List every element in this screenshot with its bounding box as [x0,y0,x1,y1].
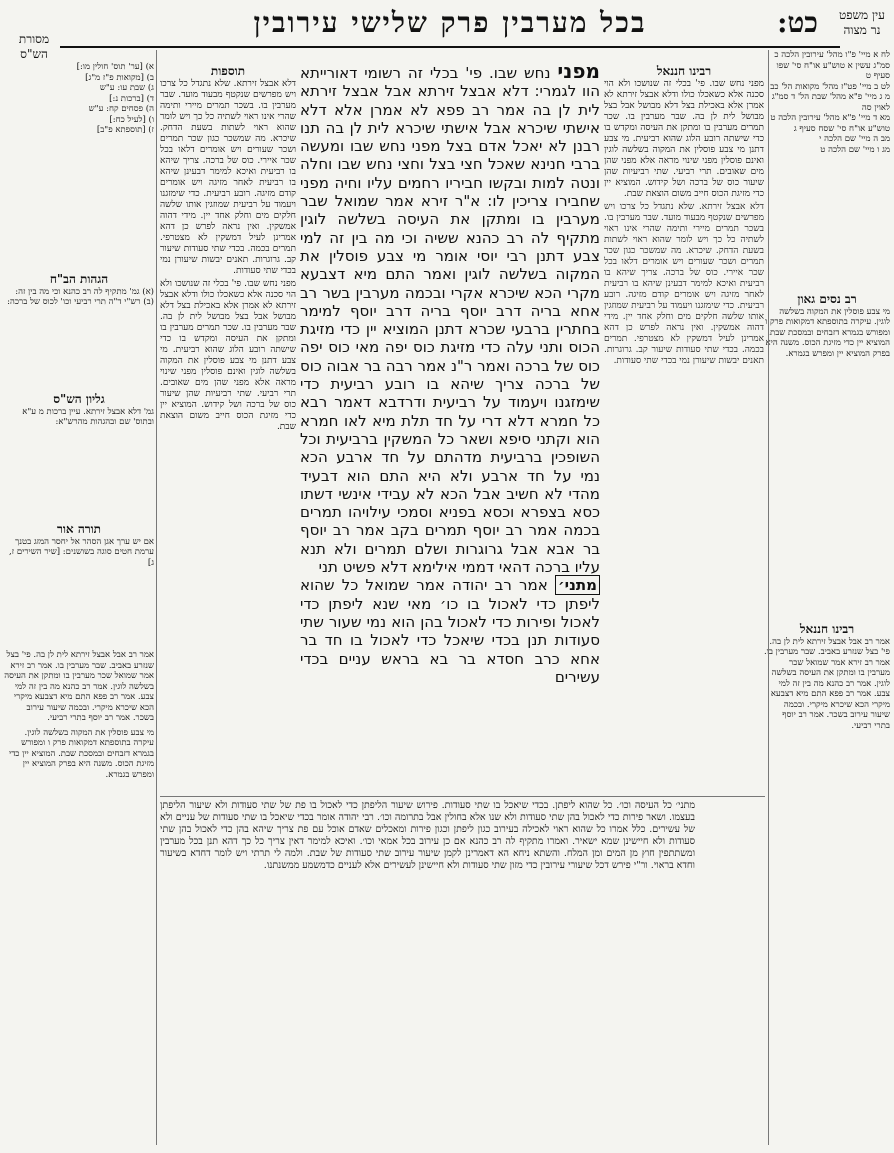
gilyon-text: גמ' דלא אבצל זירתא. עיין ברכות מ ע"א ובתוס' שם ובהגהות מהרש"א: [22,406,154,427]
gilyon-box [4,390,154,510]
tosafot-title: תוספות [210,64,246,78]
hagahot-text: (א) גמ' מתקיף לה רב כהנא וכי מה בין זה: (ב) רש"י ד"ה תרי רביעי וכו' לכוס של ברכה: [7,286,154,307]
gilyon-title: גליון הש"ס [53,392,105,406]
rashi-text: מפני נחש שבו. פי' בכלי זה שנושכו ולא הוי סכנה אלא כשאכלו כולו ודלא אבצל זירתא לא אמרן אלא באכילת בצל דלא מבושל אבל בצל מבושל לית לן בה. שבר מערבין בו. שכר תמרים מערבין בו ומתקן את העיסה ומקדש בו כדי שישתה רובע הלוג שהוא רביעית. מי צבע דתנן מי צבע פוסלין את המקוה בשלשה לוגין ואינם פוסלין מפני שינוי מראה אלא מפני שהן מים שאובים. תרי רביעי. שתי רביעיות שהן שיעור כוס של ברכה ושל קידוש. המוציא יין כדי מזיגת הכוס חייב משום הוצאת שבת. [604,79,764,199]
rav-nissim-title: רב נסים גאון [797,292,857,306]
left-margin-rule [156,50,157,1145]
page-header [60,2,840,50]
masoret-item: ג) שבת עו: ע"ש [99,83,154,93]
masoret-item: ב) [מקואות פ"ז מ"ג] [85,72,154,83]
mishnah-marker: מתני׳ [555,575,600,595]
masoret-item: ד) [ברכות נ:] [109,93,154,104]
ein-mishpat-list [764,50,890,280]
page-title: בכל מערבין פרק שלישי עירובין [253,6,647,39]
folio-number: כט: [777,6,818,39]
tosafot-text-continued: מפני נחש שבו. פי' בכלי זה שנושכו ולא הוי סכנה אלא כשאכלו כולו ודלא אבצל זירתא לא אמרן אלא באכילת בצל דלא מבושל אבל בצל מבושל לית לן בה. שבר מערבין בו. שכר תמרים מערבין בו ומתקן את העיסה ומקדש בו כדי שישתה רובע הלוג שהוא רביעית. מי צבע דתנן מי צבע פוסלין את המקוה בשלשה לוגין ואינם פוסלין מפני שינוי מראה אלא מפני שהן מים שאובים. תרי רביעי. שתי רביעיות שהן שיעור כוס של ברכה ושל קידוש. המוציא יין כדי מזיגת הכוס חייב משום הוצאת שבת. [160,279,296,432]
gemara-main-text [300,62,600,792]
rabbenu-chananel-box [764,620,890,1140]
ein-mishpat-item: לט ב מיי' פט"ז מהל' מקואות הל' כב [770,81,890,92]
rashi-column [604,62,764,792]
rabbenu-chananel-text: אמר רב אבל אבצל זירתא לית לן בה. פי' בצל שנזרע באביב. שבר מערבין בו. אמר רב זירא אמר שמואל שכר מערבין בו ומתקן את העיסה בשלשה לוגין. אמר רב כהנא מה בין זה למי צבע. אמר רב פפא התם מיא דצבעא מיקרי הכא שיכרא מיקרי. ובכמה שיעור עירוב בשכר. אמר רב יוסף בתרי רביעי. [764,636,890,731]
hagahot-box [4,270,154,380]
tosafot-column [160,62,296,792]
header-rule [60,46,840,48]
ein-mishpat-item: מא ד מיי' פ"א מהל' עירובין הלכה ט טוש"ע או"ח סי' שסח סעיף ג [770,113,890,134]
ein-mishpat-item: מג ו מיי' שם הלכה ט [820,144,890,155]
left-commentary-text: אמר רב אבל אבצל זירתא לית לן בה. פי' בצל שנזרע באביב. שבר מערבין בו. אמר רב זירא אמר שמואל שכר מערבין בו ומתקן את העיסה בשלשה לוגין. אמר רב כהנא מה בין זה למי צבע. אמר רב פפא התם מיא דצבעא מיקרי הכא שיכרא מיקרי. ובכמה שיעור עירוב בשכר. אמר רב יוסף בתרי רביעי. [4,650,154,723]
ein-mishpat-item: מ ג מיי' פ"א מהל' שבת הל' ד סמ"ג לאוין סה [771,92,890,113]
rav-nissim-text: מי צבע פוסלין את המקוה בשלשה לוגין. עיקרה בתוספתא דמקואות פרק ו ומפורש בגמרא דזבחים ובמסכת שבת. המוציא יין כדי מזיגת הכוס. משנה היא בפרק המוציא יין ומפרש בגמרא. [765,306,890,359]
bottom-block-rule [160,796,765,797]
left-commentary-text-2: מי צבע פוסלין את המקוה בשלשה לוגין. עיקרה בתוספתא דמקואות פרק ו ומפורש בגמרא דזבחים ובמסכת שבת. המוציא יין כדי מזיגת הכוס. משנה היא בפרק המוציא יין ומפרש בגמרא. [8,727,154,780]
tosafot-text: דלא אבצל זירתא. שלא נתגדל כל צרכו ויש מפרשים שנקטף מבעוד מועד. שבר מערבין בו. בשכר תמרים מיירי ותימה שהרי אינו ראוי לשתיה כל כך ויש לומר שהוא ראוי לשתות בשעת הדחק. שיכרא. מה שמשכר כגון שכר תמרים ושכר שעורים ויש אומרים דלאו בכל שכר איירי. כוס של ברכה. צריך שיהא בו רביעית ואיכא למימר דבעינן שיהא בו רביעית לאחר מזיגה ויש אומרים קודם מזיגה. רובע רביעית. כדי שימזגנו ויעמוד על רביעית שמוזגין אותו שלשה חלקים מים וחלק אחד יין. מידי דהוה אמשקין. ואין נראה לפרש כן דהא אמרינן לעיל דמשקין לא מצטרפי. תמרים בכמה. בכדי שתי סעודות שיעור קב. גרוגרות. תאנים יבשות שיעורן נמי בכדי שתי סעודות. [160,79,296,276]
right-margin-rule [768,50,769,1145]
masoret-hashas-box [4,62,154,262]
ein-mishpat-label: עין משפט נר מצוה [839,8,885,37]
bottom-commentary-text: מתני׳ כל העיסה וכו׳. כל שהוא ליפתן. בכדי שיאכל בו שתי סעודות. פירוש שיעור הליפתן כדי לאכול בו פת של שתי סעודות ולא שיעור הליפתן בעצמו. ושאר פירות כדי לאכול בהן שתי סעודות ולא שנו אלא בחולין אבל בתרומה וכו׳. רבי יהודה אומר בכדי שיאכל בו שתי סעודות של עניים ולא של עשירים. כלל אמרו כל שהוא ראוי לאכילה בעירוב כגון ליפתן וכגון פירות ומאכלים שאדם אוכל עם פת צריך שיהא בהן כדי לאכול בהן שתי סעודות ולא חיישינן שמא ישאיר. ואמרו מתקיף לה רב כהנא אם כן עירוב בכל אמאי וכו׳. ואיכא למימר דאין צריך כל כך דהא תנן בכל מערבין ומשתתפין חוץ מן המים ומן המלח. והשתא ניחא הא דאמרינן לקמן שיעור עירוב שתי סעודות של שבת. ולמה לי תרתי ויש לומר דחדא בשיעור וחדא בראוי. ור"י פירש דכל שיעורי עירובין כדי מזון שתי סעודות ולא חיישינן לעשירים אלא לעניים כדמשמע ממשנתנו. [160,800,695,871]
gemara-body: נחש שבו. פי' בכלי זה רשומי דאורייתא הוו לגמרי: דלא אבצל זירתא אבל אבצל זירתא לית לן בה אמר רב פפא לא אמרן אלא דלא אישתי שיכרא אבל אישתי שיכרא לית לן בה תנו רבנן לא יאכל אדם בצל מפני נחש שבו ומעשה ברבי חנינא שאכל חצי בצל וחצי נחש שבו וחלה ונטה למות ובקשו חביריו רחמים עליו וחיה מפני שחבירו צריכין לו: א"ר זירא אמר שמואל שבר מערבין בו ומתקן את העיסה בשלשה לוגין מתקיף לה רב כהנא ששיה וכי מה בין זה למי צבע דתנן רבי יוסי אומר מי צבע פוסלין את המקוה בשלשה לוגין ואמר התם מיא דצבעא מקרי הכא שיכרא אקרי ובכמה מערבין בשר רב אחא בריה דרב יוסף בריה דרב יוסף למימר בחתרין ברבעי שכרא דתנן המוציא יין כדי מזיגת הכוס ותני עלה כדי מזיגת כוס יפה מאי כוס יפה כוס של ברכה ואמר ר"נ אמר רבה בר אבוה כוס של ברכה צריך שיהא בו רובע רביעית כדי שימזגנו ויעמוד על רביעית ודרדבא דאמר רבא כל חמרא דלא דרי על חד תלת מיא לאו חמרא הוא וקתני סיפא ושאר כל המשקין ברביעית וכל השופכין ברביעית מדהתם על חד ארבע הכא נמי על חד ארבע ולא היא התם הוא דבעיד מהדי לא חשיב אבל הכא לא עבידי אינשי דשתו כסא בצפרא וכסא בפניא וסמכי עילויהו תמרים בכמה אמר רב יוסף תמרים בקב אמר רב יוסף בר אבא אבל גרוגרות ושלם תמרים ולא תנא עליו ברכה דהאי דממי אילימא דלא פשיט תני [300,64,600,577]
rav-nissim-gaon-box [764,290,890,610]
masoret-item: ז) [תוספתא פ"ב] [96,125,154,135]
rabbenu-chananel-title: רבינו חננאל [799,622,855,636]
gemara-opening-word: מפני [557,62,600,83]
masoret-item: א) [ער' תוס' חולין מו:] [76,62,154,72]
masoret-item: ו) [לעיל כח:] [109,114,154,125]
torah-or-title: תורה אור [56,522,102,536]
masoret-item: ה) פסחים קח: ע"ש [88,104,154,114]
left-commentary-continuation [4,650,154,1140]
masoret-label: מסורת הש"ס [18,32,50,61]
hagahot-title: הגהות הב"ח [49,272,109,286]
rashi-text-repeat: דלא אבצל זירתא. שלא נתגדל כל צרכו ויש מפרשים שנקטף מבעוד מועד. שבר מערבין בו. בשכר תמרים מיירי ותימה שהרי אינו ראוי לשתיה כל כך ויש לומר שהוא ראוי לשתות בשעת הדחק. שיכרא. מה שמשכר כגון שכר תמרים ושכר שעורים ויש אומרים דלאו בכל שכר איירי. כוס של ברכה. צריך שיהא בו רביעית ואיכא למימר דבעינן שיהא בו רביעית לאחר מזיגה ויש אומרים קודם מזיגה. רובע רביעית. כדי שימזגנו ויעמוד על רביעית שמוזגין אותו שלשה חלקים מים וחלק אחד יין. מידי דהוה אמשקין. ואין נראה לפרש כן דהא אמרינן לעיל דמשקין לא מצטרפי. תמרים בכמה. בכדי שתי סעודות שיעור קב. גרוגרות. תאנים יבשות שיעורן נמי בכדי שתי סעודות. [604,202,764,366]
torah-or-box [4,520,154,640]
ein-mishpat-item: מב ה מיי' שם הלכה י [819,134,890,144]
ein-mishpat-item: לח א מיי' פ"ו מהל' עירובין הלכה כ סמ"ג עשין א טוש"ע או"ח סי' שפו סעיף ט [774,50,890,81]
torah-or-text: אם יש ערך אגן הסהר אל יחסר המזג בטנך ערמת חטים סוגה בשושנים: [שיר השירים ז, ג] [9,536,154,568]
bottom-commentary [160,800,695,1140]
rashi-title: רבינו חננאל [656,64,712,78]
gemara-continuation: אמר רב יהודה אמר שמואל כל שהוא ליפתן כדי לאכול בו כו׳ מאי שנא ליפתן כדי לאכול ופירות כדי לאכול בהן הוא נמי שעור שתי סעודות תנן בכדי שיאכל כדי לאכול בו חד בר אחא כרב חסדא בר בא בראש עניים בכדי עשירים [300,576,600,686]
